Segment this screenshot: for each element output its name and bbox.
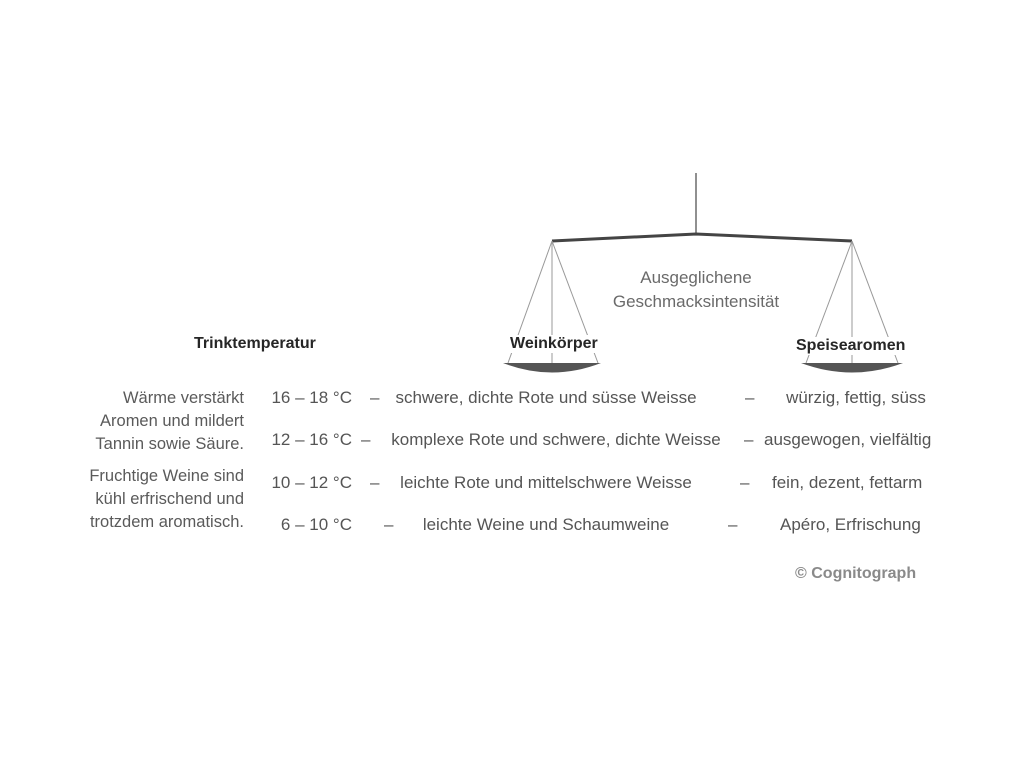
caption-line: Ausgeglichene xyxy=(640,268,752,287)
note-line: Tannin sowie Säure. xyxy=(95,435,244,453)
dash: – xyxy=(744,430,754,449)
wine-type: leichte Rote und mittelschwere Weisse xyxy=(400,473,692,492)
copyright-notice: © Cognitograph xyxy=(795,565,917,582)
note-line: Aromen und mildert xyxy=(100,412,244,430)
temperature-range: 12 – 16 °C xyxy=(271,430,352,449)
right-pan xyxy=(801,363,903,373)
temperature-header: Trinktemperatur xyxy=(194,335,316,352)
food-aroma: würzig, fettig, süss xyxy=(786,388,926,407)
left-pan-label: Weinkörper xyxy=(510,335,598,352)
center-caption xyxy=(596,266,796,314)
dash: – xyxy=(728,515,738,534)
temperature-row xyxy=(0,515,1024,539)
wine-type: schwere, dichte Rote und süsse Weisse xyxy=(395,388,697,407)
dash: – xyxy=(370,473,380,492)
scale-beam xyxy=(552,234,852,241)
dash: – xyxy=(740,473,750,492)
temperature-row xyxy=(0,388,1024,412)
temperature-row xyxy=(0,473,1024,497)
caption-line: Geschmacksintensität xyxy=(612,292,780,311)
note-line: kühl erfrischend und xyxy=(95,490,244,508)
food-aroma: Apéro, Erfrischung xyxy=(780,515,921,534)
note-line: trotzdem aromatisch. xyxy=(89,513,244,531)
temperature-range: 6 – 10 °C xyxy=(280,515,352,534)
right-pan-label: Speisearomen xyxy=(796,337,906,354)
dash: – xyxy=(745,388,755,407)
note-line: Wärme verstärkt xyxy=(122,389,244,407)
wine-type: leichte Weine und Schaumweine xyxy=(422,515,670,534)
note-line: Fruchtige Weine sind xyxy=(89,467,244,485)
dash: – xyxy=(361,430,371,449)
temperature-row xyxy=(0,430,1024,454)
wine-type: komplexe Rote und schwere, dichte Weisse xyxy=(391,430,721,449)
food-aroma: ausgewogen, vielfältig xyxy=(764,430,932,449)
left-pan xyxy=(503,363,601,373)
dash: – xyxy=(384,515,394,534)
food-aroma: fein, dezent, fettarm xyxy=(772,473,923,492)
temperature-range: 10 – 12 °C xyxy=(271,473,352,492)
temperature-range: 16 – 18 °C xyxy=(271,388,352,407)
dash: – xyxy=(370,388,380,407)
